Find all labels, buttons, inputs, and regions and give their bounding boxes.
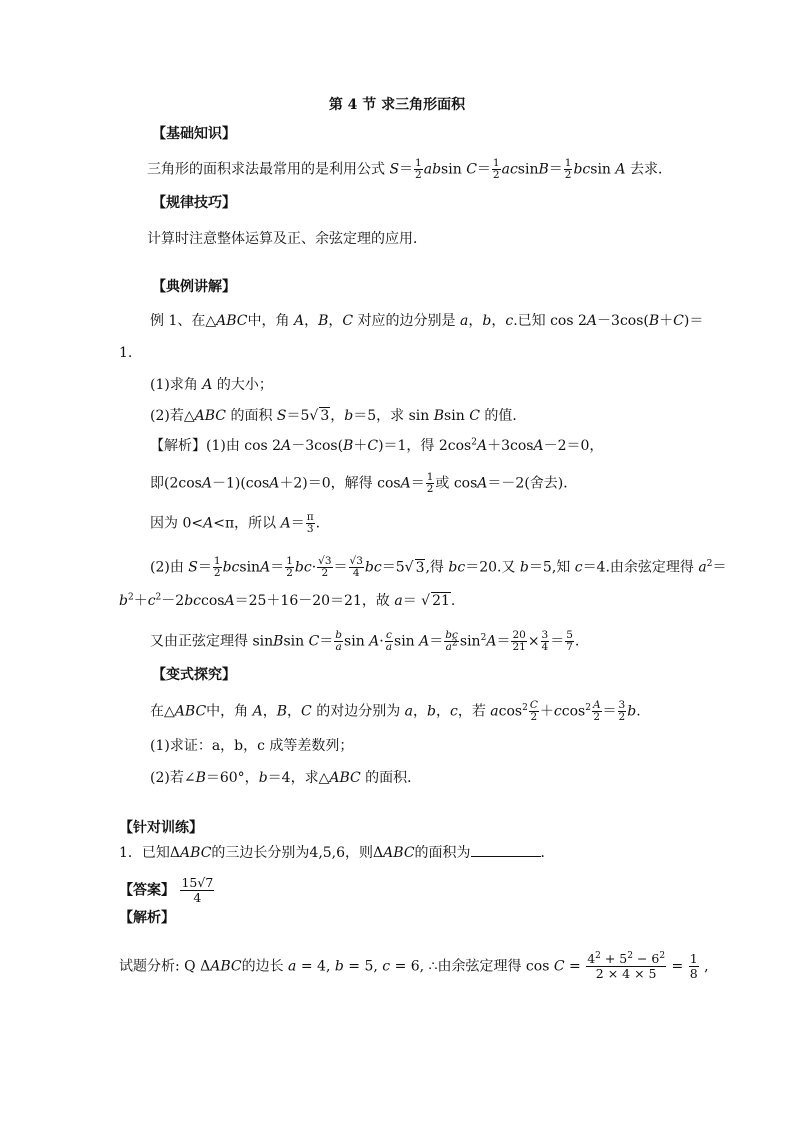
heading-analysis: 【解析】	[119, 910, 175, 926]
example1-solution-step5: $b^2+c^2-2bccosA=25+16-20=21$，故 a＝ √ 21.	[119, 592, 456, 609]
page-title: 第 4 节 求三角形面积	[328, 97, 466, 113]
example1-solution-step3: 因为 0<A<π，所以 A＝ $\frac{\pi}{3}$ .	[150, 511, 321, 535]
example1-solution-step6: 又由正弦定理得 sinBsin C＝ $\frac{b}{a}$ sin A· $\frac{c}{a}$ sin A＝ $\frac{bc}{a^2}$ $\sin^2A=$ $\frac{20}{21}$ × $\frac{3}{4}$ ＝ $\frac{5}{7}$ .	[150, 629, 580, 653]
variant-question1: (1)求证：a，b，c 成等差数列；	[150, 738, 354, 754]
example1-statement: 例 1、在△ABC中，角 A，B，C 对应的边分别是 a，b，c.已知 cos 2A－3cos(B＋C)＝	[150, 313, 704, 329]
training-question1: 1．已知ΔABC的三边长分别为4,5,6，则ΔABC的面积为 ．	[119, 845, 555, 861]
example1-question1: (1)求角 A 的大小；	[150, 377, 273, 393]
training-analysis: 试题分析: Q ΔABC的边长 a = 4, b = 5, c = 6, ∴由余弦定理得 cos C = $\frac{4^2 + 5^2 - 6^2}{2 \times 4 \times 5}$ = $\frac{1}{8}$ ,	[119, 950, 709, 981]
heading-training: 【针对训练】	[119, 820, 203, 836]
skills-text: 计算时注意整体运算及正、余弦定理的应用．	[147, 231, 427, 247]
basic-knowledge-formula: 三角形的面积求法最常用的是利用公式 S＝ $\frac{1}{2}$ absin C＝ $\frac{1}{2}$ acsinB＝ $\frac{1}{2}$ bcsin A 去求．	[147, 157, 672, 181]
variant-statement: 在△ABC中，角 A，B，C 的对边分别为 a，b，c，若 acos$^2$ $\frac{C}{2}$ ＋ccos$^2$ $\frac{A}{2}$ ＝ $\frac{3}{2}$ b.	[150, 699, 641, 723]
heading-examples: 【典例讲解】	[152, 279, 236, 295]
answer-blank	[471, 844, 541, 857]
training-answer: 【答案】 $\frac{15√7}{4}$	[119, 875, 214, 905]
example1-statement-end: 1.	[119, 345, 133, 361]
example1-question2: (2)若△ABC 的面积 S＝5√ 3，b＝5，求 sin Bsin C 的值．	[150, 408, 527, 424]
heading-skills: 【规律技巧】	[152, 195, 236, 211]
example1-solution-step2: 即(2cosA－1)(cosA＋2)＝0，解得 cosA＝ $\frac{1}{2}$ 或 cosA＝－2(舍去)．	[150, 471, 578, 495]
heading-basic-knowledge: 【基础知识】	[152, 126, 236, 142]
example1-solution-step4: (2)由 S＝ $\frac{1}{2}$ bcsinA＝ $\frac{1}{2}$ bc· $\frac{√3}{2}$ ＝ $\frac{√3}{4}$ bc＝5√ 3,得 bc＝20.又 b＝5,知 c＝4.由余弦定理得 $a^2=$	[150, 555, 727, 579]
example1-solution-step1: 【解析】(1)由 cos 2A－3cos(B＋C)＝1，得 $2\cos^2A+3\cos A-2=0$，	[150, 437, 604, 454]
heading-variant: 【变式探究】	[152, 667, 236, 683]
variant-question2: (2)若∠B＝60°，b＝4，求△ABC 的面积．	[150, 770, 422, 786]
